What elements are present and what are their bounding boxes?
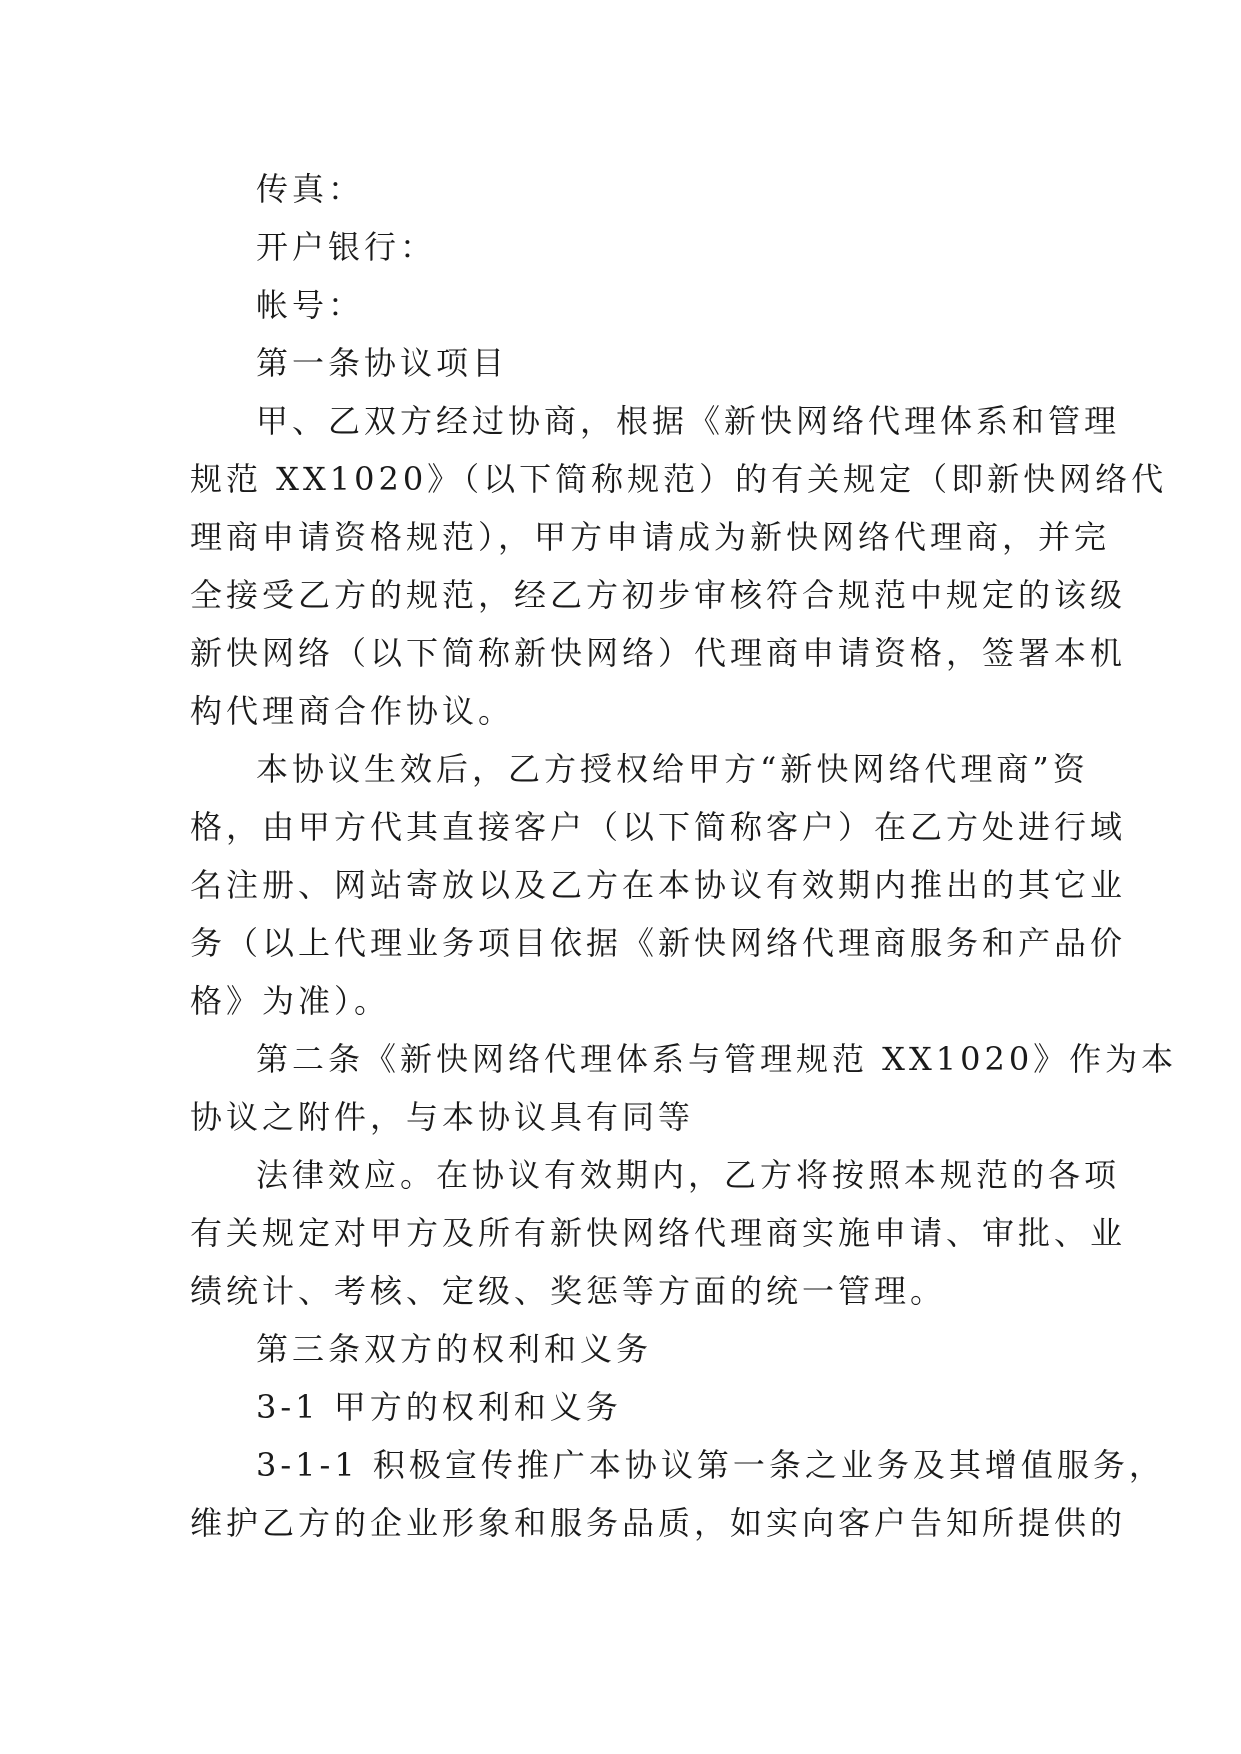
paragraph-line: 格》为准）。 (190, 982, 391, 1020)
section-3-1-heading: 3-1 甲方的权利和义务 (256, 1388, 622, 1426)
paragraph-line: 维护乙方的企业形象和服务品质，如实向客户告知所提供的 (190, 1504, 1127, 1542)
bank-label: 开户银行： (256, 228, 437, 266)
article-2-line: 第二条《新快网络代理体系与管理规范 XX1020》作为本 (256, 1040, 1178, 1078)
paragraph-line: 协议之附件，与本协议具有同等 (190, 1098, 695, 1136)
fax-label: 传真： (256, 170, 365, 208)
paragraph-line: 绩统计、考核、定级、奖惩等方面的统一管理。 (190, 1272, 947, 1310)
paragraph-line: 格，由甲方代其直接客户（以下简称客户）在乙方处进行域 (190, 808, 1127, 846)
paragraph-line: 名注册、网站寄放以及乙方在本协议有效期内推出的其它业 (190, 866, 1127, 904)
paragraph-line: 法律效应。在协议有效期内，乙方将按照本规范的各项 (256, 1156, 1121, 1194)
article-1-heading: 第一条协议项目 (256, 344, 509, 382)
paragraph-line: 有关规定对甲方及所有新快网络代理商实施申请、审批、业 (190, 1214, 1127, 1252)
paragraph-line: 务（以上代理业务项目依据《新快网络代理商服务和产品价 (190, 924, 1127, 962)
paragraph-line: 新快网络（以下简称新快网络）代理商申请资格，签署本机 (190, 634, 1127, 672)
paragraph-line: 构代理商合作协议。 (190, 692, 515, 730)
paragraph-line: 理商申请资格规范），甲方申请成为新快网络代理商，并完 (190, 518, 1111, 556)
paragraph-line: 全接受乙方的规范，经乙方初步审核符合规范中规定的该级 (190, 576, 1127, 614)
paragraph-line: 本协议生效后，乙方授权给甲方“新快网络代理商”资 (256, 750, 1089, 788)
account-label: 帐号： (256, 286, 365, 324)
article-3-heading: 第三条双方的权利和义务 (256, 1330, 653, 1368)
paragraph-line: 3-1-1 积极宣传推广本协议第一条之业务及其增值服务， (256, 1446, 1165, 1484)
document-body (190, 160, 1178, 1552)
paragraph-line: 规范 XX1020》（以下简称规范）的有关规定（即新快网络代 (190, 460, 1168, 498)
paragraph-line: 甲、乙双方经过协商，根据《新快网络代理体系和管理 (256, 402, 1121, 440)
